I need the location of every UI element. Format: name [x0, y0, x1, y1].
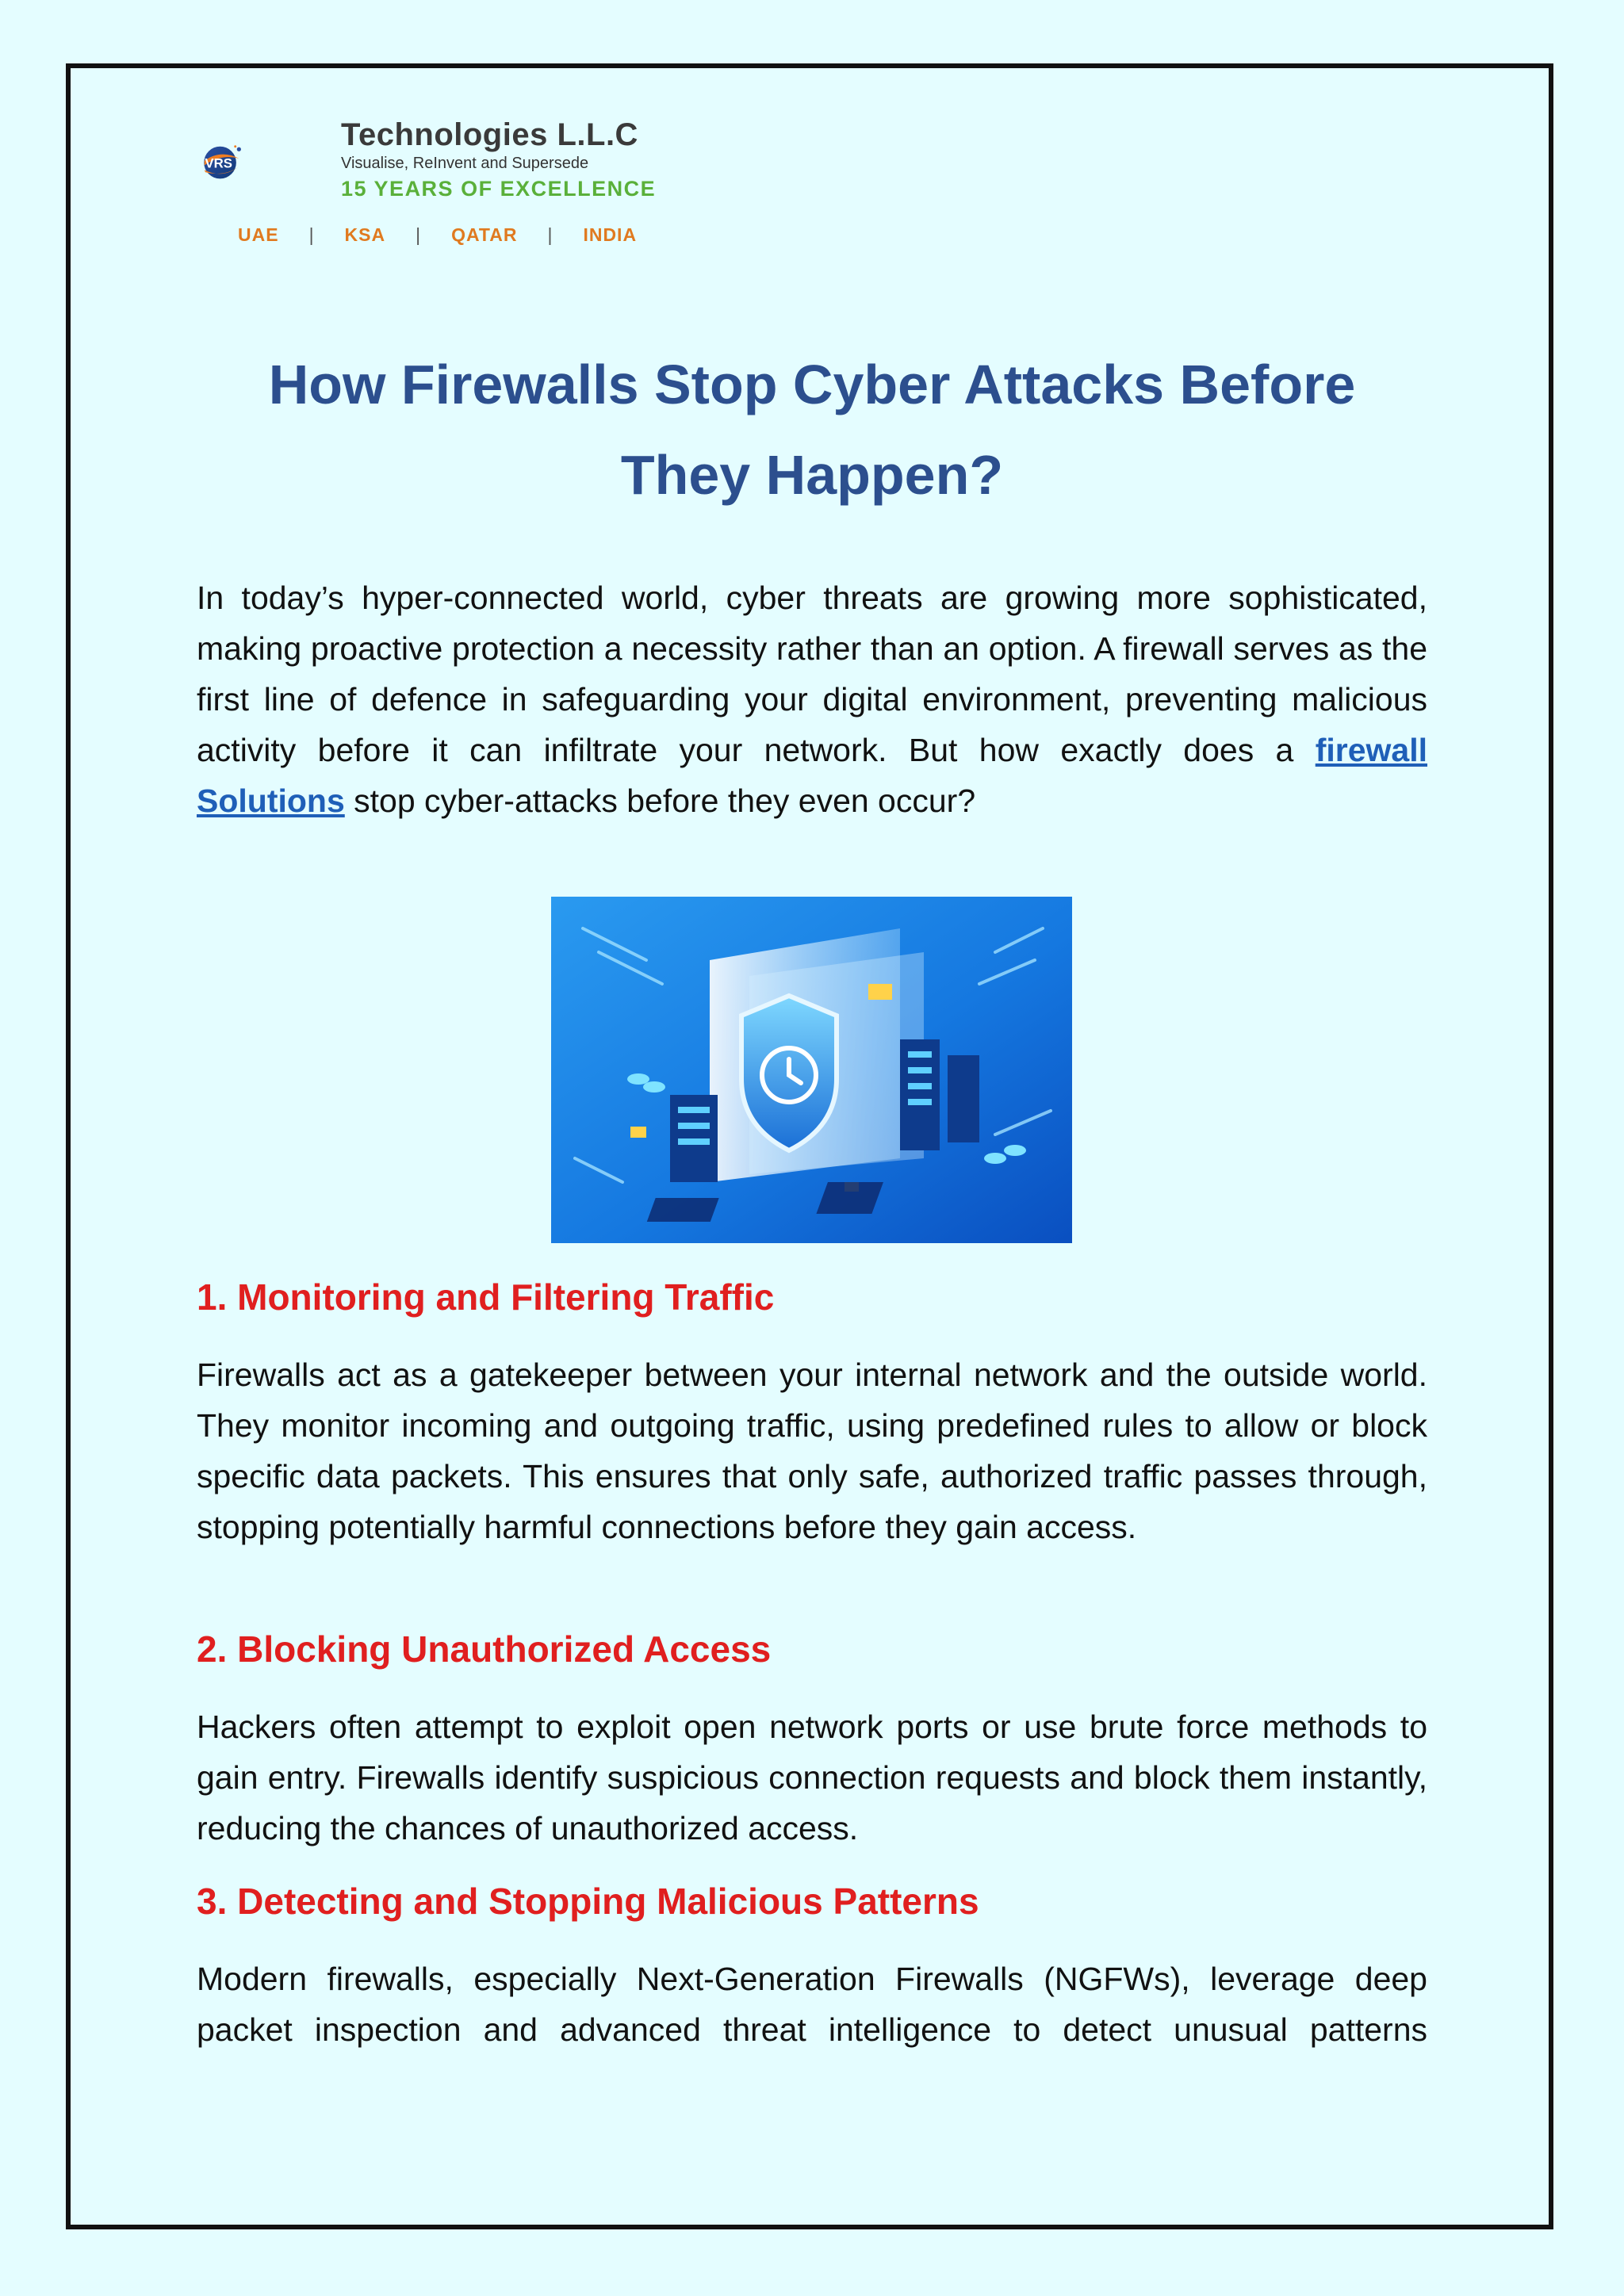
section-text-2: Hackers often attempt to exploit open network ports or use brute force methods to gain entry. Firewalls identify suspicious connection requests and block them instantly, reducing the chances of unauthorized access. [197, 1709, 1427, 1846]
vrs-logo [200, 111, 343, 222]
region-india: INDIA [583, 224, 638, 245]
company-name: Technologies L.L.C [341, 117, 638, 152]
logo-text-block [341, 117, 656, 203]
region-separator: | [416, 224, 422, 245]
region-uae: UAE [238, 224, 279, 245]
region-list [238, 224, 637, 246]
region-separator: | [547, 224, 553, 245]
logo-monogram: VRS [205, 155, 232, 171]
section-heading-2: 2. Blocking Unauthorized Access [197, 1628, 772, 1670]
firewall-shield-illustration [551, 897, 1072, 1243]
section-text-1: Firewalls act as a gatekeeper between your internal network and the outside world. They monitor incoming and outgoing traffic, using predefined rules to allow or block specific data packets. This ensures that only safe, authorized traffic passes through, stopping potentially harmful connections before they gain access. [197, 1357, 1427, 1545]
page-title: How Firewalls Stop Cyber Attacks Before They Happen? [268, 354, 1356, 506]
section-heading-1: 1. Monitoring and Filtering Traffic [197, 1276, 775, 1318]
excellence-badge: 15 YEARS OF EXCELLENCE [341, 177, 657, 201]
section-heading-3: 3. Detecting and Stopping Malicious Patterns [197, 1881, 979, 1922]
company-tagline: Visualise, ReInvent and Supersede [341, 155, 589, 172]
firewall-solutions-link[interactable]: firewall Solutions [197, 732, 1427, 819]
section-text-3: Modern firewalls, especially Next-Generation Firewalls (NGFWs), leverage deep packet inspection and advanced threat intelligence to detect unusual patterns [197, 1961, 1427, 2048]
region-separator: | [308, 224, 315, 245]
intro-paragraph [197, 572, 1427, 826]
region-qatar: QATAR [451, 224, 518, 245]
region-ksa: KSA [344, 224, 386, 245]
intro-text-start: In today’s hyper-connected world, cyber threats are growing more sophisticated, making proactive protection a necessity rather than an option. A firewall serves as the first line of defence in safeguarding your digital environment, preventing malicious activity before it can infiltrate your network. But how exactly does a [197, 580, 1427, 768]
intro-text-end: stop cyber-attacks before they even occur? [344, 783, 976, 819]
